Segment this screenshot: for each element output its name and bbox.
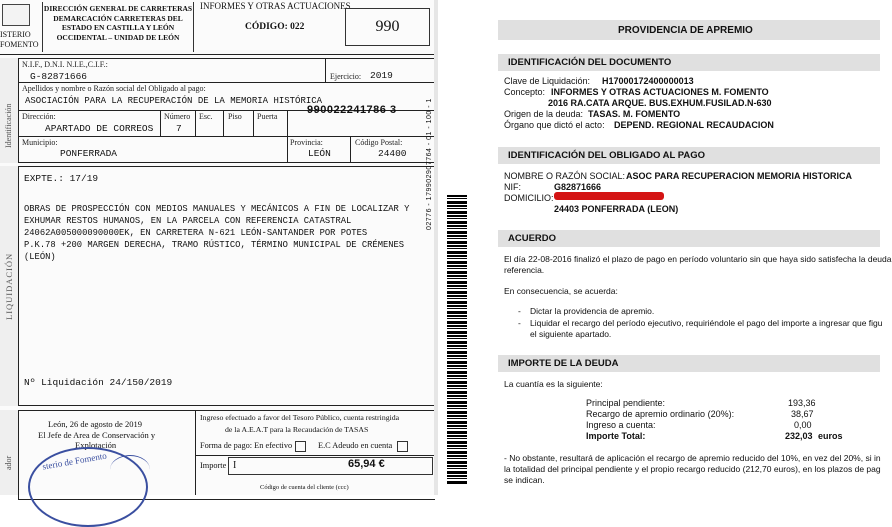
bullet-2-mark: - bbox=[518, 318, 521, 328]
efectivo-checkbox[interactable] bbox=[295, 441, 306, 452]
section-doc: IDENTIFICACIÓN DEL DOCUMENTO bbox=[498, 54, 880, 71]
forma-pago-label: Forma de pago: En efectivo bbox=[200, 441, 293, 450]
puerta-label: Puerta bbox=[257, 112, 278, 121]
liquidacion-block bbox=[18, 166, 435, 406]
barcode-number: 990022241786 3 bbox=[307, 104, 397, 116]
signer-line-2: Explotación bbox=[75, 440, 117, 450]
form-number: 990 bbox=[345, 8, 430, 46]
note-1: - No obstante, resultará de aplicación el recargo de apremio reducido del 10%, en vez del 20%, si in bbox=[504, 453, 881, 463]
tasa-title: INFORMES Y OTRAS ACTUACIONES bbox=[200, 1, 351, 11]
liq-line-3: 24062A005000090000EK, EN CARRETERA N-621 LEÓN-SANTANDER POR POTES bbox=[24, 228, 368, 238]
domicilio-label: DOMICILIO: bbox=[504, 193, 554, 203]
amount-label-recargo: Recargo de apremio ordinario (20%): bbox=[586, 409, 735, 419]
name-label: Apellidos y nombre o Razón social del Obligado al pago: bbox=[22, 84, 206, 93]
vertical-barcode-icon bbox=[447, 195, 467, 485]
piso-label: Piso bbox=[228, 112, 242, 121]
apremio-document bbox=[426, 0, 892, 495]
side-code: 02776 - 179902907764 - 01 - 100 - 1 bbox=[426, 98, 433, 230]
name-value: ASOCIACIÓN PARA LA RECUPERACIÓN DE LA MEMORIA HISTÓRICA bbox=[25, 96, 323, 106]
doc-origen-value: TASAS. M. FOMENTO bbox=[588, 109, 681, 119]
section-obligado: IDENTIFICACIÓN DEL OBLIGADO AL PAGO bbox=[498, 147, 880, 164]
direccion-value: APARTADO DE CORREOS bbox=[45, 123, 154, 134]
autoliq-label: ador bbox=[4, 455, 13, 470]
consecuencia: En consecuencia, se acuerda: bbox=[504, 286, 618, 296]
numero-label: Número bbox=[164, 112, 191, 121]
amount-label-principal: Principal pendiente: bbox=[586, 398, 666, 408]
provincia-value: LEÓN bbox=[308, 148, 331, 159]
doc-origen-label: Origen de la deuda: bbox=[504, 109, 584, 119]
note-3: se indican. bbox=[504, 475, 545, 485]
codigo-label: CÓDIGO: 022 bbox=[245, 22, 305, 32]
bullet-2b: el siguiente apartado. bbox=[530, 329, 612, 339]
document-title: PROVIDENCIA DE APREMIO bbox=[618, 25, 753, 36]
ministry-name-1: ISTERIO bbox=[0, 30, 31, 39]
coat-of-arms-icon bbox=[2, 4, 30, 26]
amount-value-recargo: 38,67 bbox=[791, 409, 814, 419]
amount-value-ingreso: 0,00 bbox=[794, 420, 812, 430]
acuerdo-text-2: referencia. bbox=[504, 265, 545, 275]
cuantia: La cuantía es la siguiente: bbox=[504, 379, 603, 389]
ministry-name-2: FOMENTO bbox=[0, 40, 39, 49]
ccc-label: Código de cuenta del cliente (ccc) bbox=[260, 484, 349, 491]
redacted-address bbox=[554, 192, 664, 200]
nombre-value: ASOC PARA RECUPERACION MEMORIA HISTORICA bbox=[626, 171, 853, 181]
doc-clave-label: Clave de Liquidación: bbox=[504, 76, 591, 86]
stamp-text: sterio de Fomento bbox=[41, 450, 108, 472]
liq-line-5: (LEÓN) bbox=[24, 252, 56, 262]
ingreso-line-1: Ingreso efectuado a favor del Tesoro Público, cuenta restringida bbox=[200, 413, 400, 422]
section-importe: IMPORTE DE LA DEUDA bbox=[498, 355, 880, 372]
ejercicio-label: Ejercicio: bbox=[330, 72, 362, 81]
cp-value: 24400 bbox=[378, 148, 407, 159]
signer-line-1: El Jefe de Area de Conservación y bbox=[38, 430, 156, 440]
amount-unit-total: euros bbox=[818, 431, 843, 441]
amount-value-principal: 193,36 bbox=[788, 398, 816, 408]
signature-mark-icon bbox=[110, 455, 150, 484]
doc-concepto-label: Concepto: bbox=[504, 87, 546, 97]
bullet-2a: Liquidar el recargo del período ejecutivo, requiriéndole el pago del importe a ingresar que figu bbox=[530, 318, 883, 328]
amount-value-total: 232,03 bbox=[785, 431, 813, 441]
amount-label-total: Importe Total: bbox=[586, 431, 646, 441]
domicilio-value: 24403 PONFERRADA (LEON) bbox=[554, 204, 679, 214]
nombre-label: NOMBRE O RAZÓN SOCIAL: bbox=[504, 171, 626, 181]
ingreso-line-2: de la A.E.A.T para la Recaudación de TASAS bbox=[225, 425, 369, 434]
liq-line-1: OBRAS DE PROSPECCIÓN CON MEDIOS MANUALES Y MECÁNICOS A FIN DE LOCALIZAR Y bbox=[24, 204, 410, 214]
importe-box bbox=[228, 457, 433, 475]
doc-organo-value: DEPEND. REGIONAL RECAUDACION bbox=[614, 120, 774, 130]
note-2: la totalidad del principal pendiente y el propio recargo reducido (212,70 euros), en los plazos de pag bbox=[504, 464, 881, 474]
liq-line-2: EXHUMAR RESTOS HUMANOS, EN LA PARCELA CON REFERENCIA CATASTRAL bbox=[24, 216, 352, 226]
section-acuerdo: ACUERDO bbox=[498, 230, 880, 247]
doc-concepto-value: INFORMES Y OTRAS ACTUACIONES M. FOMENTO bbox=[551, 87, 769, 97]
importe-label: Importe bbox=[200, 461, 227, 470]
adeudo-checkbox[interactable] bbox=[397, 441, 408, 452]
nif-value: G-82871666 bbox=[30, 71, 88, 82]
bullet-1-mark: - bbox=[518, 306, 521, 316]
tax-form-panel bbox=[0, 0, 435, 495]
municipio-label: Municipio: bbox=[22, 138, 58, 147]
amount-label-ingreso: Ingreso a cuenta: bbox=[586, 420, 656, 430]
importe-currency: I bbox=[233, 460, 237, 471]
expte: EXPTE.: 17/19 bbox=[24, 173, 99, 184]
dg-title: DIRECCIÓN GENERAL DE CARRETERAS DEMARCACIÓN CARRETERAS DEL ESTADO EN CASTILLA Y LEÓN OCCIDENTAL – UNIDAD DE LEÓN bbox=[42, 2, 194, 52]
nif-label-right: NIF: bbox=[504, 182, 521, 192]
esc-label: Esc. bbox=[199, 112, 213, 121]
nif-label: N.I.F., D.N.I. N.I.E.,C.I.F.: bbox=[22, 60, 108, 69]
doc-organo-label: Órgano que dictó el acto: bbox=[504, 120, 605, 130]
place-date: León, 26 de agosto de 2019 bbox=[48, 419, 142, 429]
provincia-label: Provincia: bbox=[290, 138, 323, 147]
cp-label: Código Postal: bbox=[355, 138, 403, 147]
doc-clave-value: H17000172400000013 bbox=[602, 76, 694, 86]
nif-value-right: G82871666 bbox=[554, 182, 602, 192]
doc-concepto-value-2: 2016 RA.CATA ARQUE. BUS.EXHUM.FUSILAD.N-630 bbox=[548, 98, 772, 108]
numero-value: 7 bbox=[176, 123, 182, 134]
liq-number: Nº Liquidación 24/150/2019 bbox=[24, 377, 173, 388]
ec-adeudo-label: E.C Adeudo en cuenta bbox=[318, 441, 393, 450]
autoliq-side bbox=[0, 410, 19, 495]
liq-line-4: P.K.78 +200 MARGEN DERECHA, TRAMO RÚSTICO, TÉRMINO MUNICIPAL DE CRÉMENES bbox=[24, 240, 405, 250]
direccion-label: Dirección: bbox=[22, 112, 56, 121]
identificacion-label: Identificación bbox=[4, 103, 13, 148]
ejercicio-value: 2019 bbox=[370, 70, 393, 81]
municipio-value: PONFERRADA bbox=[60, 148, 118, 159]
liquidacion-label: LIQUIDACIÓN bbox=[4, 252, 14, 320]
importe-value: 65,94 € bbox=[348, 458, 385, 470]
bullet-1: Dictar la providencia de apremio. bbox=[530, 306, 655, 316]
acuerdo-text-1: El día 22-08-2016 finalizó el plazo de pago en período voluntario sin que haya sido satisfecha la deuda bbox=[504, 254, 892, 264]
